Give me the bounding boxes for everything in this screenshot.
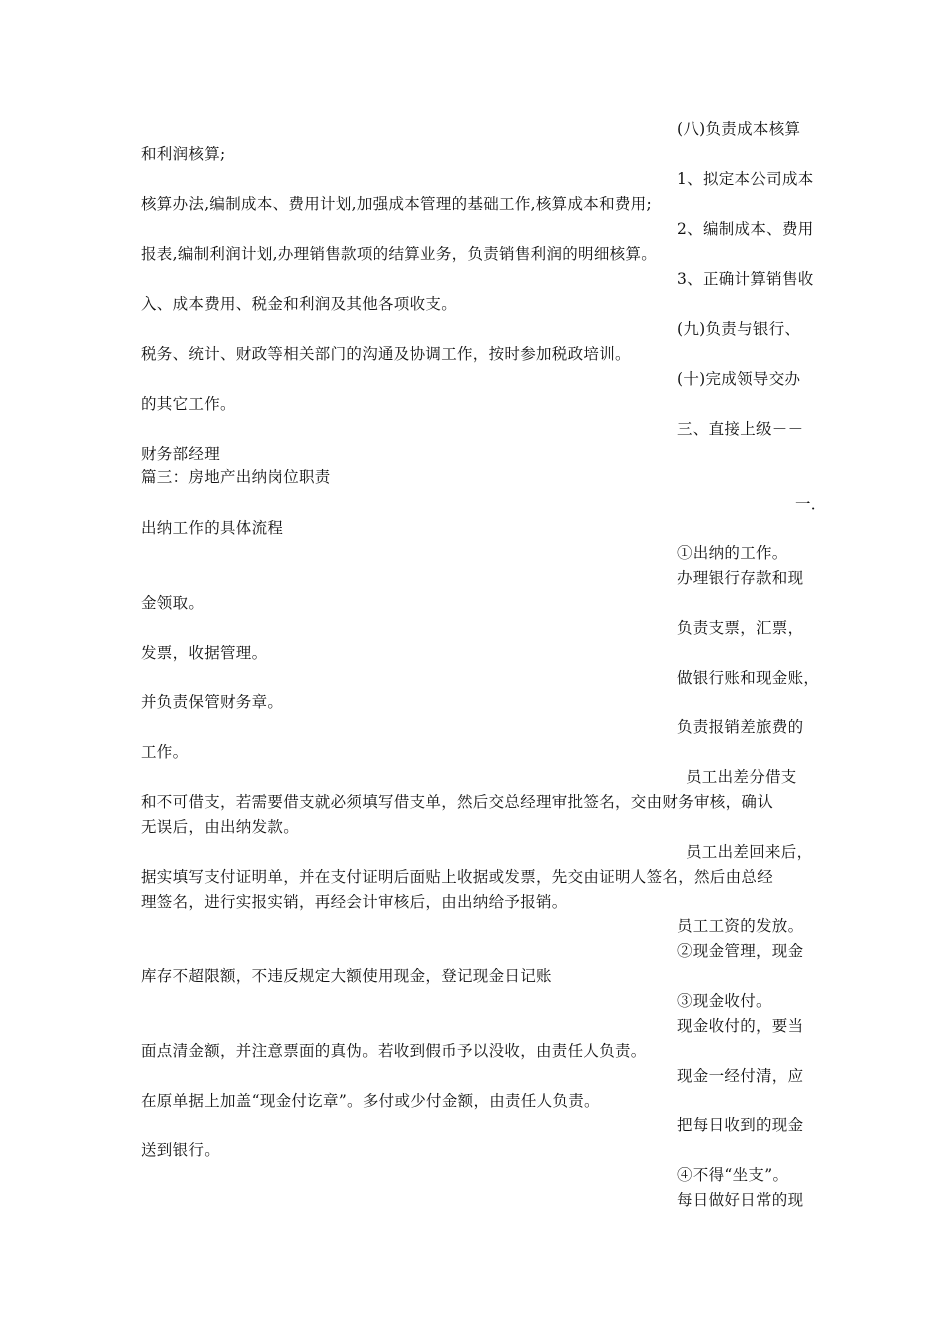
- text-line: ③现金收付。: [677, 992, 772, 1010]
- text-line: 无误后，由出纳发款。: [141, 818, 300, 836]
- text-line: 负责支票，汇票，: [677, 619, 804, 637]
- subsection-heading: 出纳工作的具体流程: [141, 519, 284, 537]
- text-line: 在原单据上加盖“现金付讫章”。多付或少付金额，由责任人负责。: [141, 1092, 600, 1110]
- text-line: ④不得“坐支”。: [677, 1166, 789, 1184]
- text-line: 和利润核算;: [141, 145, 226, 163]
- text-line: ①出纳的工作。: [677, 544, 788, 562]
- text-line: 办理银行存款和现: [677, 569, 804, 587]
- text-line: 员工出差分借支: [686, 768, 797, 786]
- text-line: 税务、统计、财政等相关部门的沟通及协调工作，按时参加税政培训。: [141, 345, 631, 363]
- text-line: 负责报销差旅费的: [677, 718, 804, 736]
- section-heading: 篇三：房地产出纳岗位职责: [141, 468, 331, 486]
- text-line: 面点清金额，并注意票面的真伪。若收到假币予以没收，由责任人负责。: [141, 1042, 647, 1060]
- text-line: 送到银行。: [141, 1141, 221, 1159]
- text-line: 工作。: [141, 743, 189, 761]
- text-line: (八)负责成本核算: [677, 120, 801, 138]
- text-line: 1、拟定本公司成本: [677, 170, 814, 188]
- text-line: 2、编制成本、费用: [677, 220, 814, 238]
- text-line: 做银行账和现金账，: [677, 669, 820, 687]
- text-line: ②现金管理，现金: [677, 942, 804, 960]
- list-number: 一．: [795, 495, 827, 513]
- text-line: 据实填写支付证明单，并在支付证明后面贴上收据或发票，先交由证明人签名，然后由总经: [141, 868, 774, 886]
- text-line: 理签名，进行实报实销，再经会计审核后，由出纳给予报销。: [141, 893, 568, 911]
- text-line: 三、直接上级－－: [677, 420, 804, 438]
- text-line: 并负责保管财务章。: [141, 693, 284, 711]
- text-line: 现金收付的，要当: [677, 1017, 804, 1035]
- text-line: 员工工资的发放。: [677, 917, 804, 935]
- text-line: 把每日收到的现金: [677, 1116, 804, 1134]
- text-line: 每日做好日常的现: [677, 1191, 804, 1209]
- text-line: (十)完成领导交办: [677, 370, 801, 388]
- text-line: 发票，收据管理。: [141, 644, 268, 662]
- text-line: 现金一经付清，应: [677, 1067, 804, 1085]
- text-line: (九)负责与银行、: [677, 320, 801, 338]
- text-line: 财务部经理: [141, 445, 221, 463]
- text-line: 入、成本费用、税金和利润及其他各项收支。: [141, 295, 458, 313]
- text-line: 员工出差回来后，: [686, 843, 813, 861]
- text-line: 报表,编制利润计划,办理销售款项的结算业务，负责销售利润的明细核算。: [141, 245, 658, 263]
- text-line: 3、正确计算销售收: [677, 270, 814, 288]
- text-line: 和不可借支，若需要借支就必须填写借支单，然后交总经理审批签名，交由财务审核，确认: [141, 793, 774, 811]
- text-line: 库存不超限额，不违反规定大额使用现金，登记现金日记账: [141, 967, 552, 985]
- text-line: 的其它工作。: [141, 395, 236, 413]
- text-line: 金领取。: [141, 594, 205, 612]
- text-line: 核算办法,编制成本、费用计划,加强成本管理的基础工作,核算成本和费用;: [141, 195, 653, 213]
